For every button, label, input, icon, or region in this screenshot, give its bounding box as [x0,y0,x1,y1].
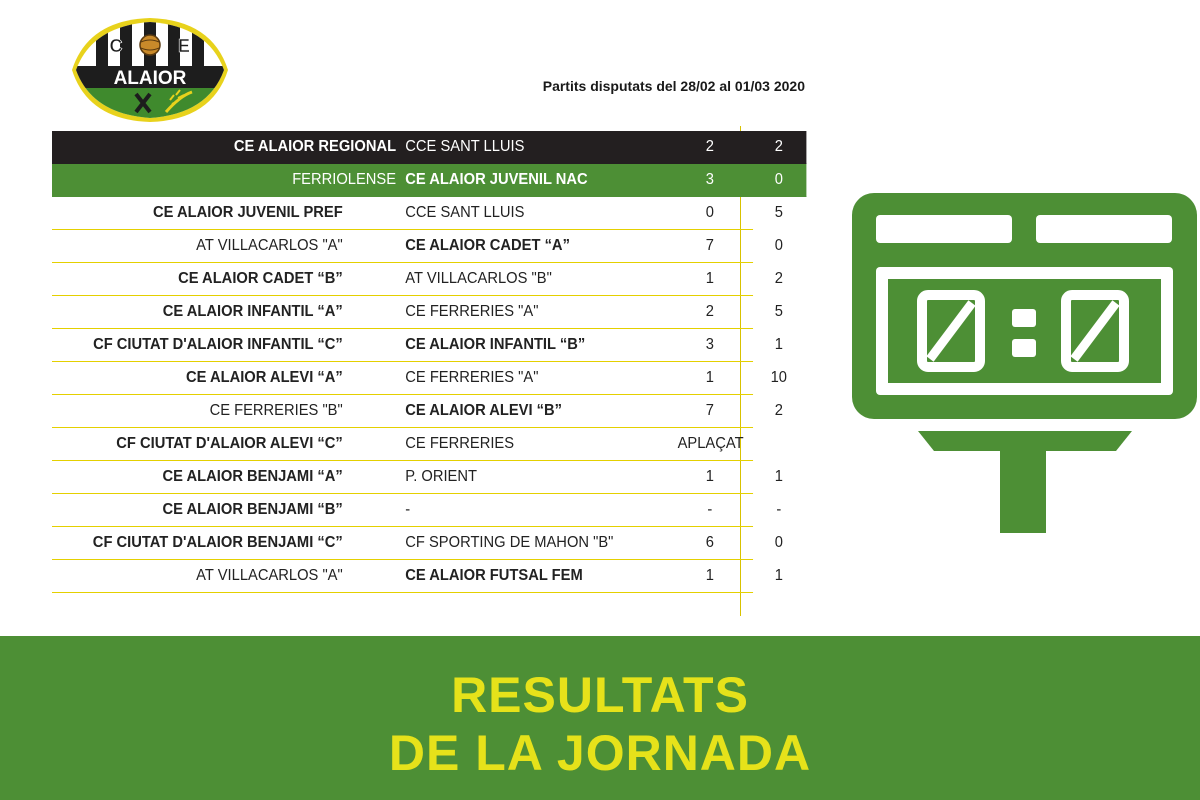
away-score: 2 [774,402,783,419]
result-row [52,329,783,362]
result-row [52,164,806,197]
result-row [52,560,783,593]
result-row [52,296,783,329]
home-score: 3 [705,336,714,353]
title-banner [0,636,1200,800]
home-team: AT VILLACARLOS "A" [196,567,343,584]
away-team: CF SPORTING DE MAHON "B" [405,534,614,551]
home-team: CE ALAIOR BENJAMI “B” [162,501,343,518]
home-score: 3 [705,171,714,188]
away-score: 5 [774,204,783,221]
away-score: 2 [774,270,783,287]
svg-text:E: E [177,36,191,56]
result-row [52,362,787,395]
away-team: CE ALAIOR INFANTIL “B” [405,336,586,353]
away-team: CCE SANT LLUIS [405,138,525,155]
home-team: CE ALAIOR ALEVI “A” [185,369,343,386]
result-row [52,428,753,461]
svg-text:C: C [109,36,123,56]
home-score: 1 [705,270,714,287]
away-team: AT VILLACARLOS "B" [405,270,552,287]
away-team: CE ALAIOR ALEVI “B” [405,402,563,419]
banner-title-line-1: RESULTATS [451,667,749,723]
home-team: CE FERRERIES "B" [209,402,343,419]
svg-text:ALAIOR: ALAIOR [113,68,187,89]
away-team: CE ALAIOR FUTSAL FEM [405,567,583,584]
result-row [52,197,783,230]
home-team: CF CIUTAT D'ALAIOR INFANTIL “C” [93,336,343,353]
away-team: CE FERRERIES "A" [405,303,539,320]
away-score: 1 [774,468,783,485]
home-team: CE ALAIOR JUVENIL PREF [152,204,343,221]
away-score: 5 [774,303,783,320]
home-score: 7 [705,237,714,254]
home-team: CE ALAIOR INFANTIL “A” [162,303,343,320]
away-score: 10 [770,369,787,386]
away-score: 0 [774,237,783,254]
home-team: FERRIOLENSE [292,171,397,188]
away-score: 1 [774,567,783,584]
home-score: 1 [705,468,714,485]
away-team: CE ALAIOR CADET “A” [405,237,570,254]
result-row [52,461,783,494]
away-score: 1 [774,336,783,353]
result-row [52,131,806,164]
away-team: CE ALAIOR JUVENIL NAC [405,171,588,188]
home-score: 0 [705,204,714,221]
away-team: P. ORIENT [405,468,477,485]
home-team: CE ALAIOR BENJAMI “A” [162,468,343,485]
home-score: - [707,501,713,518]
away-score: 0 [774,171,783,188]
scoreboard-icon [852,193,1197,533]
results-table [52,131,814,593]
home-team: CF CIUTAT D'ALAIOR BENJAMI “C” [92,534,343,551]
home-score: 6 [705,534,714,551]
club-crest-logo [70,18,230,122]
result-row [52,263,783,296]
home-team: CE ALAIOR REGIONAL [233,138,397,155]
home-score: 2 [705,138,714,155]
home-score: 7 [705,402,714,419]
home-score: 1 [705,369,714,386]
home-score: 1 [705,567,714,584]
home-team: CF CIUTAT D'ALAIOR ALEVI “C” [116,435,343,452]
result-row [52,230,783,263]
banner-title-line-2: DE LA JORNADA [388,725,812,781]
away-team: CCE SANT LLUIS [405,204,525,221]
away-score: - [776,501,782,518]
home-score: 2 [705,303,714,320]
home-team: AT VILLACARLOS "A" [196,237,343,254]
away-team: CE FERRERIES "A" [405,369,539,386]
home-team: CE ALAIOR CADET “B” [178,270,343,287]
match-status: APLAÇAT [677,435,744,452]
away-team: CE FERRERIES [405,435,515,452]
away-team: - [405,501,411,518]
result-row [52,527,783,560]
result-row [52,395,783,428]
result-row [52,494,782,527]
date-range: Partits disputats del 28/02 al 01/03 2020 [542,78,805,94]
away-score: 0 [774,534,783,551]
away-score: 2 [774,138,783,155]
